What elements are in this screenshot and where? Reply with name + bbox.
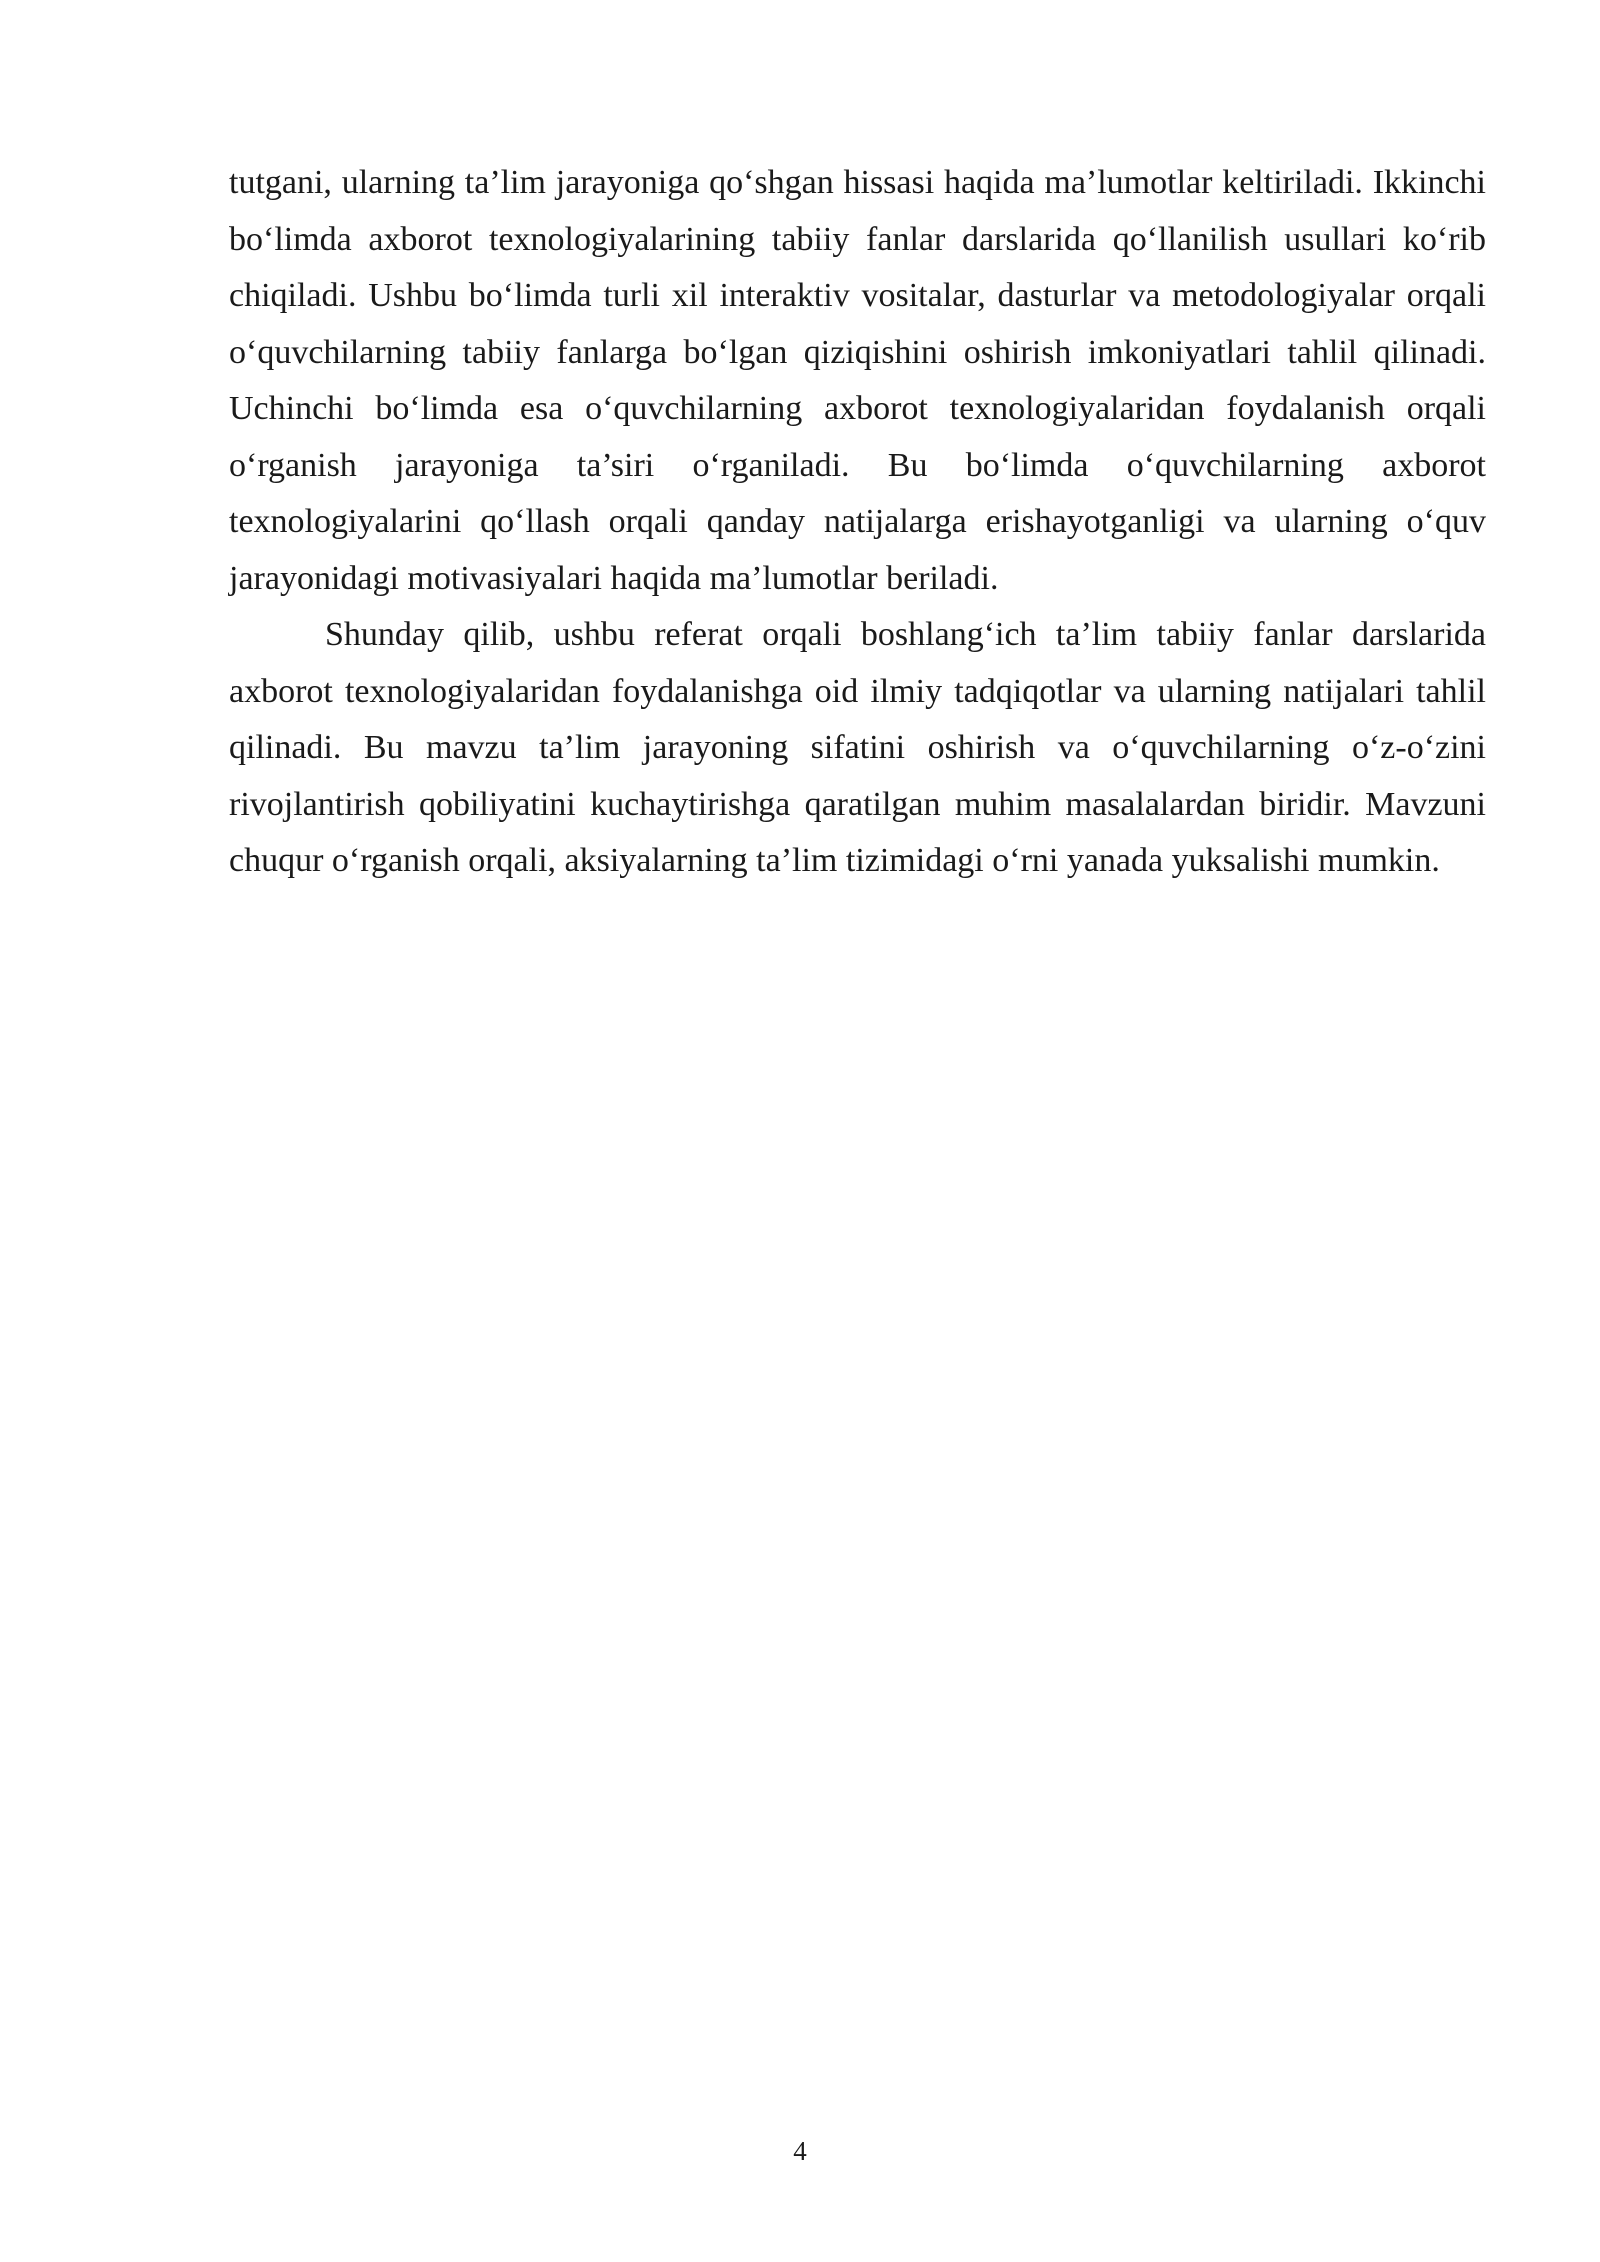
paragraph-continuation: tutgani, ularning ta’lim jarayoniga qo‘shgan hissasi haqida ma’lumotlar keltiriladi. Ikkinchi bo‘limda axborot texnologiyalarining tabiiy fanlar darslarida qo‘llanilish usullari ko‘rib chiqiladi. Ushbu bo‘limda turli xil interaktiv vositalar, dasturlar va metodologiyalar orqali o‘quvchilarning tabiiy fanlarga bo‘lgan qiziqishini oshirish imkoniyatlari tahlil qilinadi. Uchinchi bo‘limda esa o‘quvchilarning axborot texnologiyalaridan foydalanish orqali o‘rganish jarayoniga ta’siri o‘rganiladi. Bu bo‘limda o‘quvchilarning axborot texnologiyalarini qo‘llash orqali qanday natijalarga erishayotganligi va ularning o‘quv jarayonidagi motivasiyalari haqida ma’lumotlar beriladi. <box>229 164 1486 597</box>
body-text <box>229 155 1486 890</box>
paragraph-conclusion: Shunday qilib, ushbu referat orqali boshlang‘ich ta’lim tabiiy fanlar darslarida axborot texnologiyalaridan foydalanishga oid ilmiy tadqiqotlar va ularning natijalari tahlil qilinadi. Bu mavzu ta’lim jarayoning sifatini oshirish va o‘quvchilarning o‘z-o‘zini rivojlantirish qobiliyatini kuchaytirishga qaratilgan muhim masalalardan biridir. Mavzuni chuqur o‘rganish orqali, aksiyalarning ta’lim tizimidagi o‘rni yanada yuksalishi mumkin. <box>229 616 1486 879</box>
page-number: 4 <box>793 2136 807 2166</box>
